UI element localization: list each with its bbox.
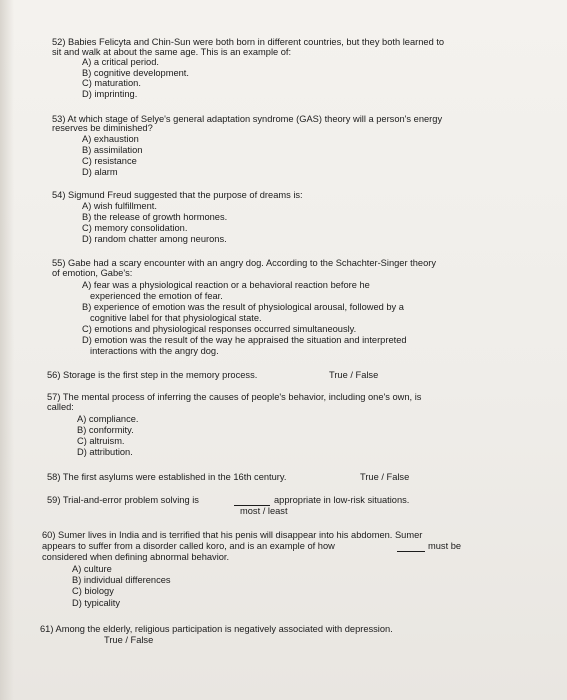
q55-option-a-cont: experienced the emotion of fear. [90,291,223,301]
q55-stem-line1: 55) Gabe had a scary encounter with an angry dog. According to the Schachter-Singer theory [52,258,436,268]
q60-option-b: B) individual differences [72,575,171,585]
q57-option-a: A) compliance. [77,414,139,424]
q56-statement: 56) Storage is the first step in the memory process. [47,370,258,380]
q57-option-c: C) altruism. [77,436,125,446]
q59-statement-end: appropriate in low-risk situations. [274,495,410,505]
q55-option-c: C) emotions and physiological responses occurred simultaneously. [82,324,357,334]
q52-stem-line2: sit and walk at about the same age. This is an example of: [52,47,292,57]
q53-stem-line1: 53) At which stage of Selye's general adaptation syndrome (GAS) theory will a person's energy [52,114,443,124]
q54-option-b: B) the release of growth hormones. [82,212,228,222]
q57-option-d: D) attribution. [77,447,133,457]
q58-true-false: True / False [360,472,410,482]
q55-option-a: A) fear was a physiological reaction or a behavioral reaction before he [82,280,370,290]
q59-most-least: most / least [240,506,288,516]
q52-option-a: A) a critical period. [82,57,159,67]
q52-option-d: D) imprinting. [82,89,138,99]
q60-option-d: D) typicality [72,598,121,608]
q57-option-b: B) conformity. [77,425,134,435]
q55-stem-line2: of emotion, Gabe's: [52,268,133,278]
q57-stem-line2: called: [47,402,74,412]
q52-stem-line1: 52) Babies Felicyta and Chin-Sun were both born in different countries, but they both learned to [52,37,445,47]
q60-option-c: C) biology [72,586,114,596]
q60-stem-line1: 60) Sumer lives in India and is terrified that his penis will disappear into his abdomen. Sumer [42,530,423,540]
q52-option-c: C) maturation. [82,78,141,88]
q54-stem: 54) Sigmund Freud suggested that the purpose of dreams is: [52,190,303,200]
q58-statement: 58) The first asylums were established in the 16th century. [47,472,287,482]
q60-option-a: A) culture [72,564,112,574]
q60-blank [397,551,425,552]
q53-option-c: C) resistance [82,156,137,166]
q55-option-b-cont: cognitive label for that physiological state. [90,313,262,323]
q55-option-d-cont: interactions with the angry dog. [90,346,219,356]
q60-stem-line2a: appears to suffer from a disorder called koro, and is an example of how [42,541,335,551]
q57-stem-line1: 57) The mental process of inferring the causes of people's behavior, including one's own, is [47,392,422,402]
q53-option-a: A) exhaustion [82,134,139,144]
q53-option-b: B) assimilation [82,145,143,155]
q60-stem-line3: considered when defining abnormal behavior. [42,552,230,562]
q61-statement: 61) Among the elderly, religious participation is negatively associated with depression. [40,624,393,634]
q54-option-d: D) random chatter among neurons. [82,234,227,244]
q60-stem-line2b: must be [428,541,462,551]
q55-option-d: D) emotion was the result of the way he appraised the situation and interpreted [82,335,407,345]
q59-statement-start: 59) Trial-and-error problem solving is [47,495,199,505]
q56-true-false: True / False [329,370,379,380]
q54-option-c: C) memory consolidation. [82,223,188,233]
q55-option-b: B) experience of emotion was the result of physiological arousal, followed by a [82,302,404,312]
q52-option-b: B) cognitive development. [82,68,189,78]
q54-option-a: A) wish fulfillment. [82,201,157,211]
q53-option-d: D) alarm [82,167,118,177]
q53-stem-line2: reserves be diminished? [52,123,153,133]
q61-true-false: True / False [104,635,154,645]
